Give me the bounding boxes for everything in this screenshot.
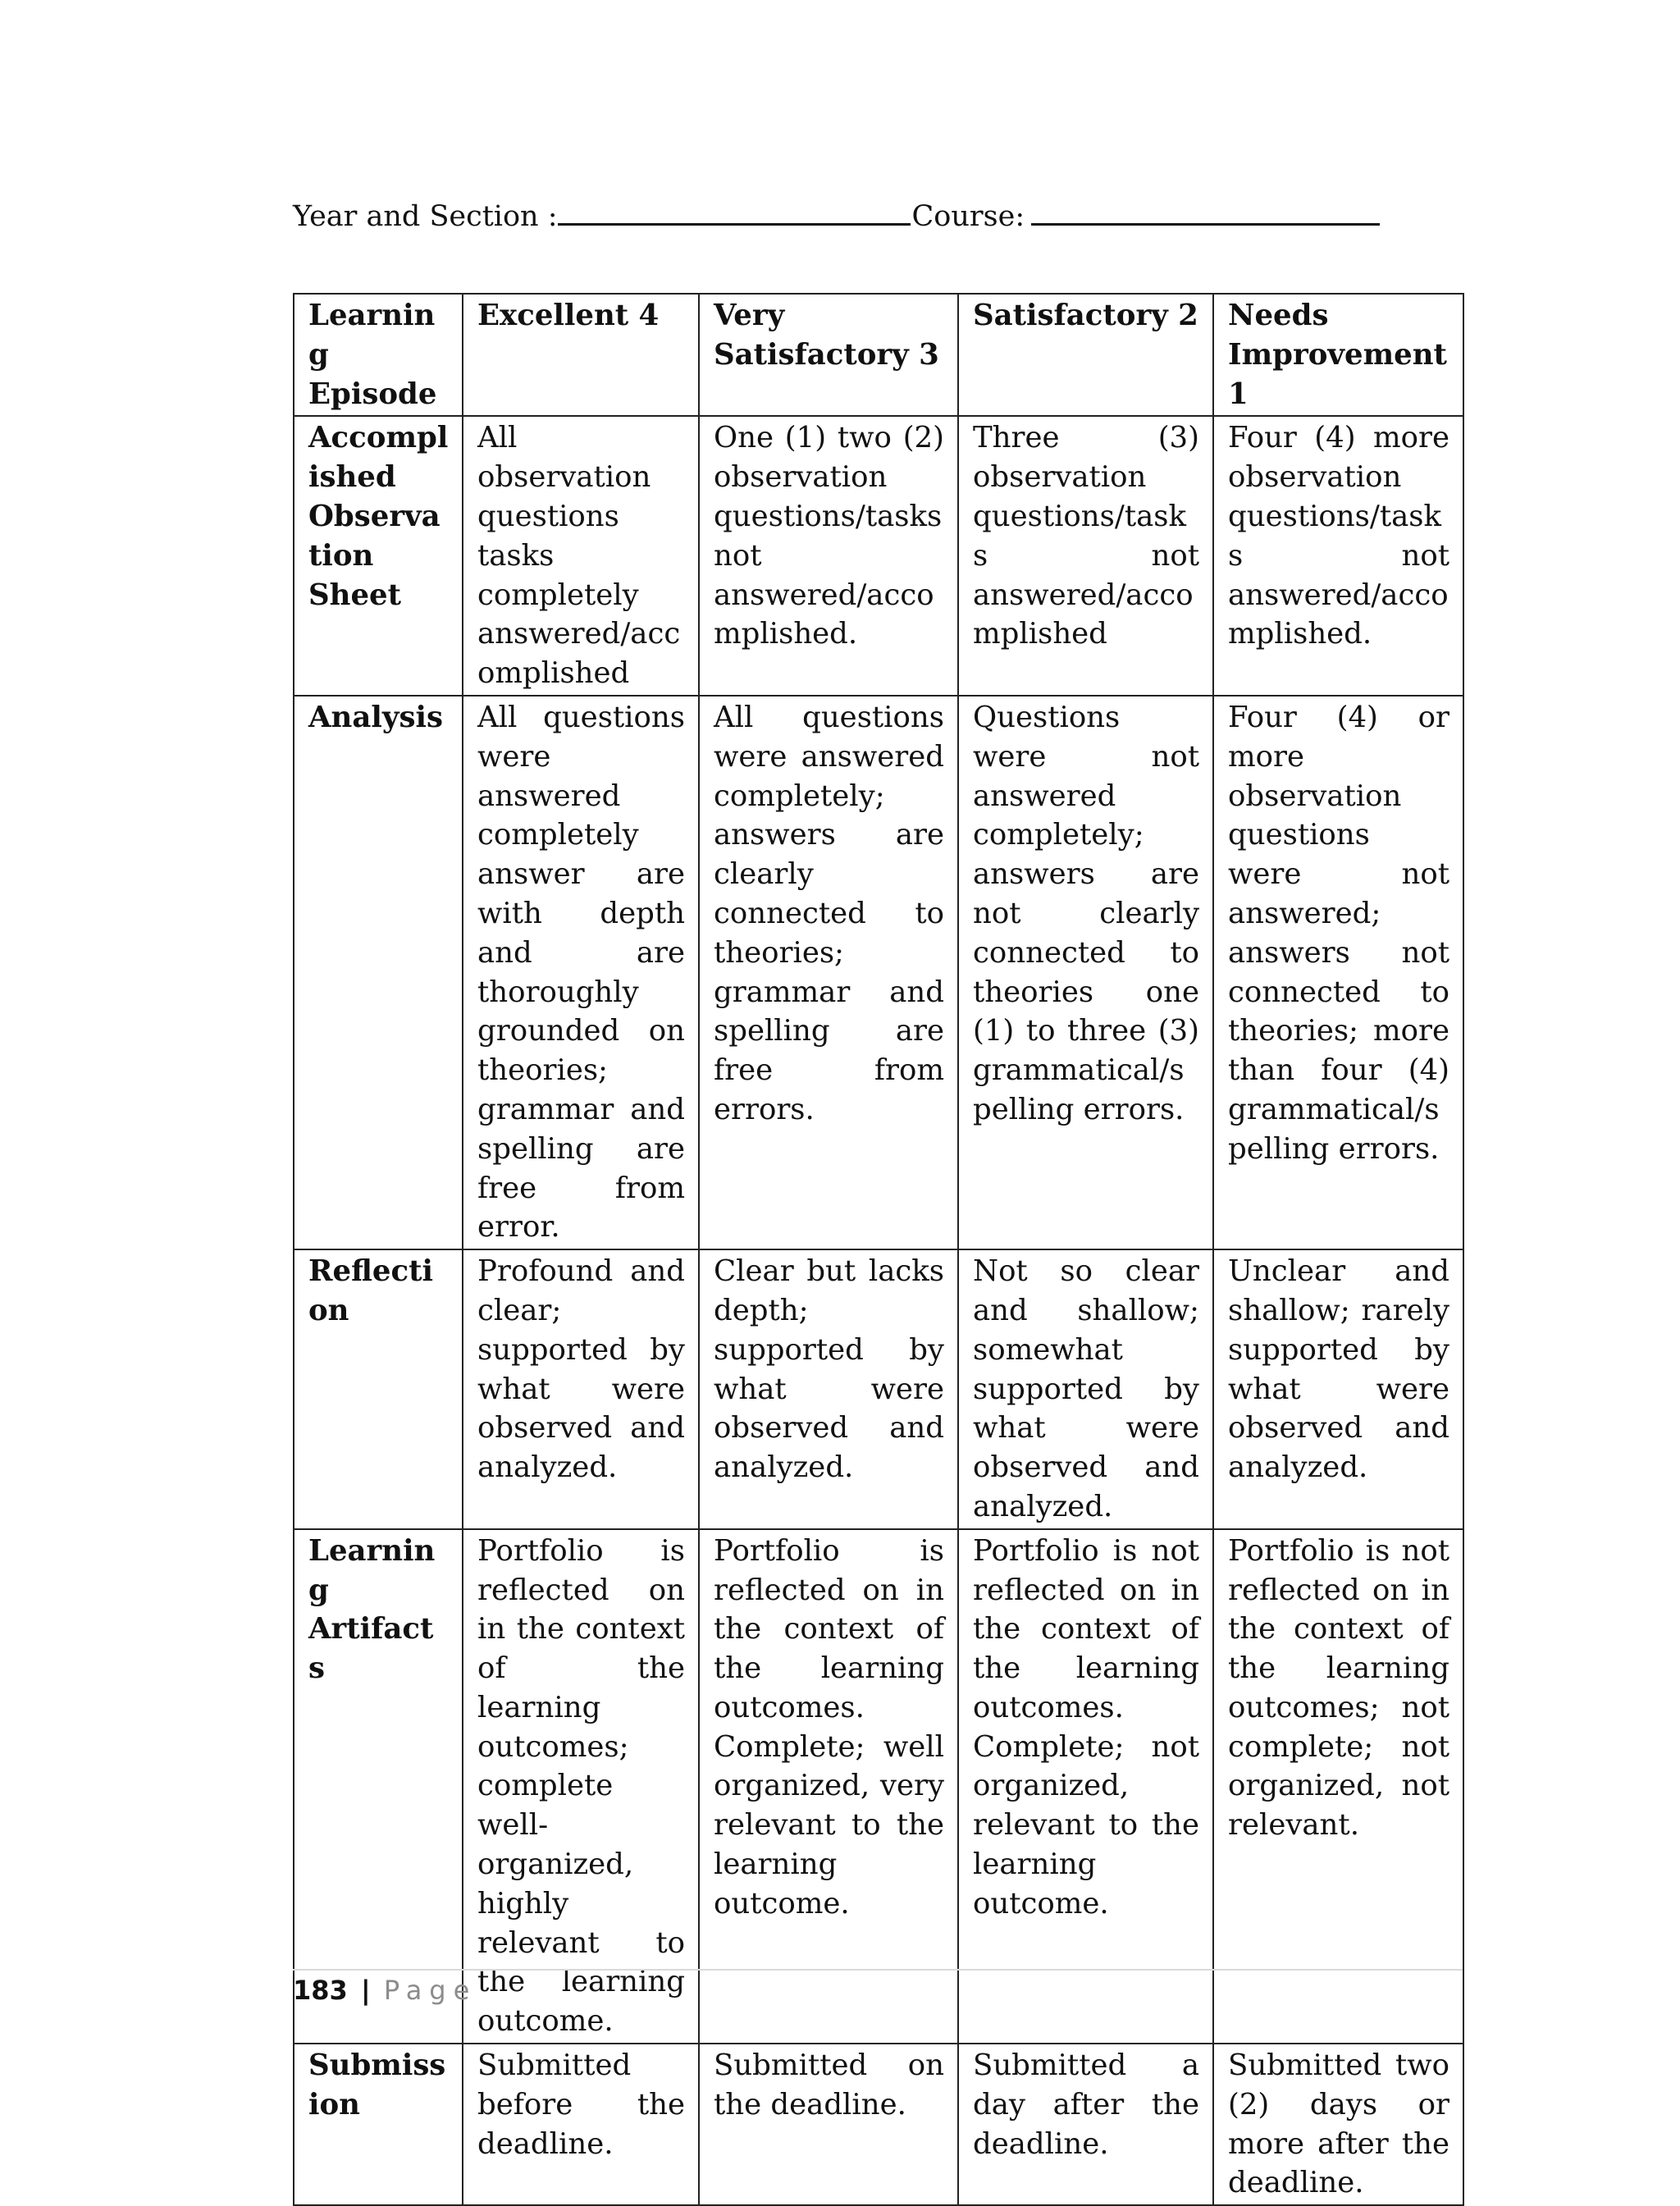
rubric-cell: Unclear and shallow; rarely supported by what were observed and analyzed.: [1213, 1249, 1463, 1529]
rubric-cell: Submitted two (2) days or more after the deadline.: [1213, 2044, 1463, 2205]
rubric-cell: Three (3) observation questions/tasks not answered/accomplished: [958, 416, 1213, 696]
rubric-cell: All observation questions tasks completely answered/accomplished: [463, 416, 699, 696]
rubric-cell: Questions were not answered completely; answers are not clearly connected to theories one (1) to three (3) grammatical/spelling errors.: [958, 696, 1213, 1249]
page-number: 183: [293, 1975, 348, 2006]
rubric-cell: Submitted before the deadline.: [463, 2044, 699, 2205]
page-footer: [293, 1972, 477, 2008]
rubric-cell: Profound and clear; supported by what were observed and analyzed.: [463, 1249, 699, 1529]
rubric-cell: Portfolio is reflected on in the context of the learning outcomes. Complete; well organized, very relevant to the learning outcome.: [699, 1529, 958, 2044]
criterion-cell: Analysis: [294, 696, 463, 1249]
column-header: Learning Episode: [294, 294, 463, 416]
table-row: [294, 416, 1463, 696]
rubric-cell: Submitted a day after the deadline.: [958, 2044, 1213, 2205]
rubric-cell: Portfolio is not reflected on in the context of the learning outcomes; not complete; not organized, not relevant.: [1213, 1529, 1463, 2044]
page-label: Page: [383, 1975, 477, 2006]
column-header: Excellent 4: [463, 294, 699, 416]
criterion-cell: Learning Artifacts: [294, 1529, 463, 2044]
table-row: [294, 2044, 1463, 2205]
rubric-cell: All questions were answered completely; answers are clearly connected to theories; grammar and spelling are free from errors.: [699, 696, 958, 1249]
rubric-header-row: [294, 294, 1463, 416]
course-label: Course:: [911, 200, 1025, 233]
rubric-cell: Clear but lacks depth; supported by what were observed and analyzed.: [699, 1249, 958, 1529]
rubric-cell: Not so clear and shallow; somewhat supported by what were observed and analyzed.: [958, 1249, 1213, 1529]
rubric-cell: Four (4) more observation questions/tasks not answered/accomplished.: [1213, 416, 1463, 696]
table-row: [294, 1249, 1463, 1529]
rubric-table: [293, 293, 1464, 2206]
criterion-cell: Submission: [294, 2044, 463, 2205]
footer-divider: [293, 1969, 1463, 1971]
criterion-cell: Accomplished Observation Sheet: [294, 416, 463, 696]
form-header: [293, 195, 1380, 236]
column-header: Satisfactory 2: [958, 294, 1213, 416]
rubric-cell: One (1) two (2) observation questions/tasks not answered/accomplished.: [699, 416, 958, 696]
criterion-cell: Reflection: [294, 1249, 463, 1529]
table-row: [294, 1529, 1463, 2044]
rubric-cell: Four (4) or more observation questions were not answered; answers not connected to theories; more than four (4) grammatical/spelling errors.: [1213, 696, 1463, 1249]
footer-separator: |: [360, 1975, 371, 2006]
rubric-cell: Submitted on the deadline.: [699, 2044, 958, 2205]
rubric-cell: All questions were answered completely answer are with depth and are thoroughly grounded on theories; grammar and spelling are free from error.: [463, 696, 699, 1249]
rubric-cell: Portfolio is reflected on in the context of the learning outcomes; complete well-organized, highly relevant to the learning outcome.: [463, 1529, 699, 2044]
year-section-blank: [558, 195, 911, 226]
column-header: Needs Improvement 1: [1213, 294, 1463, 416]
column-header: Very Satisfactory 3: [699, 294, 958, 416]
rubric-cell: Portfolio is not reflected on in the context of the learning outcomes. Complete; not organized, relevant to the learning outcome.: [958, 1529, 1213, 2044]
course-blank: [1031, 195, 1380, 226]
year-section-label: Year and Section :: [293, 200, 558, 233]
table-row: [294, 696, 1463, 1249]
